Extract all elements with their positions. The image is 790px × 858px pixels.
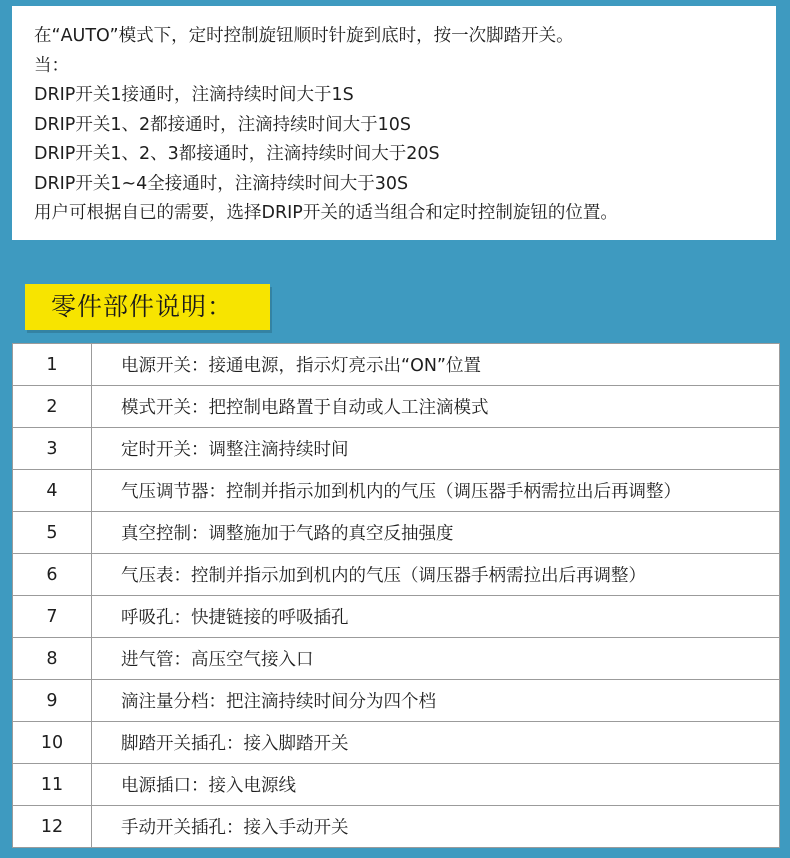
part-number: 2	[13, 386, 92, 428]
table-row	[13, 470, 780, 512]
table-row	[13, 512, 780, 554]
table-row	[13, 344, 780, 386]
table-row	[13, 722, 780, 764]
part-number: 12	[13, 806, 92, 848]
part-number: 4	[13, 470, 92, 512]
part-number: 1	[13, 344, 92, 386]
table-row	[13, 554, 780, 596]
table-row	[13, 386, 780, 428]
instruction-line: 当：	[34, 55, 69, 76]
table-row	[13, 596, 780, 638]
part-number: 8	[13, 638, 92, 680]
instruction-line: DRIP开关1接通时，注滴持续时间大于1S	[34, 85, 354, 105]
part-description: 气压表：控制并指示加到机内的气压（调压器手柄需拉出后再调整）	[92, 554, 780, 596]
part-number: 11	[13, 764, 92, 806]
table-row	[13, 764, 780, 806]
part-number: 10	[13, 722, 92, 764]
instruction-line: DRIP开关1、2都接通时，注滴持续时间大于10S	[34, 114, 411, 135]
table-row	[13, 428, 780, 470]
part-description: 手动开关插孔：接入手动开关	[92, 806, 780, 848]
part-description: 进气管：高压空气接入口	[92, 638, 780, 680]
part-description: 真空控制：调整施加于气路的真空反抽强度	[92, 512, 780, 554]
part-number: 9	[13, 680, 92, 722]
instruction-line: DRIP开关1、2、3都接通时，注滴持续时间大于20S	[34, 144, 440, 164]
part-description: 气压调节器：控制并指示加到机内的气压（调压器手柄需拉出后再调整）	[92, 470, 780, 512]
part-description: 滴注量分档：把注滴持续时间分为四个档	[92, 680, 780, 722]
part-description: 电源插口：接入电源线	[92, 764, 780, 806]
part-number: 3	[13, 428, 92, 470]
instruction-line: DRIP开关1~4全接通时，注滴持续时间大于30S	[34, 173, 409, 194]
part-description: 模式开关：把控制电路置于自动或人工注滴模式	[92, 386, 780, 428]
part-description: 电源开关：接通电源，指示灯亮示出“ON”位置	[92, 344, 780, 386]
part-number: 5	[13, 512, 92, 554]
section-title: 零件部件说明：	[25, 284, 270, 330]
part-description: 脚踏开关插孔：接入脚踏开关	[92, 722, 780, 764]
part-number: 6	[13, 554, 92, 596]
table-row	[13, 638, 780, 680]
instructions-panel	[12, 6, 776, 240]
table-row	[13, 806, 780, 848]
table-row	[13, 680, 780, 722]
instruction-line: 在“AUTO”模式下，定时控制旋钮顺时针旋到底时，按一次脚踏开关。	[34, 26, 574, 46]
part-number: 7	[13, 596, 92, 638]
instruction-line: 用户可根据自已的需要，选择DRIP开关的适当组合和定时控制旋钮的位置。	[34, 203, 618, 223]
part-description: 呼吸孔：快捷链接的呼吸插孔	[92, 596, 780, 638]
parts-table	[12, 343, 780, 848]
part-description: 定时开关：调整注滴持续时间	[92, 428, 780, 470]
